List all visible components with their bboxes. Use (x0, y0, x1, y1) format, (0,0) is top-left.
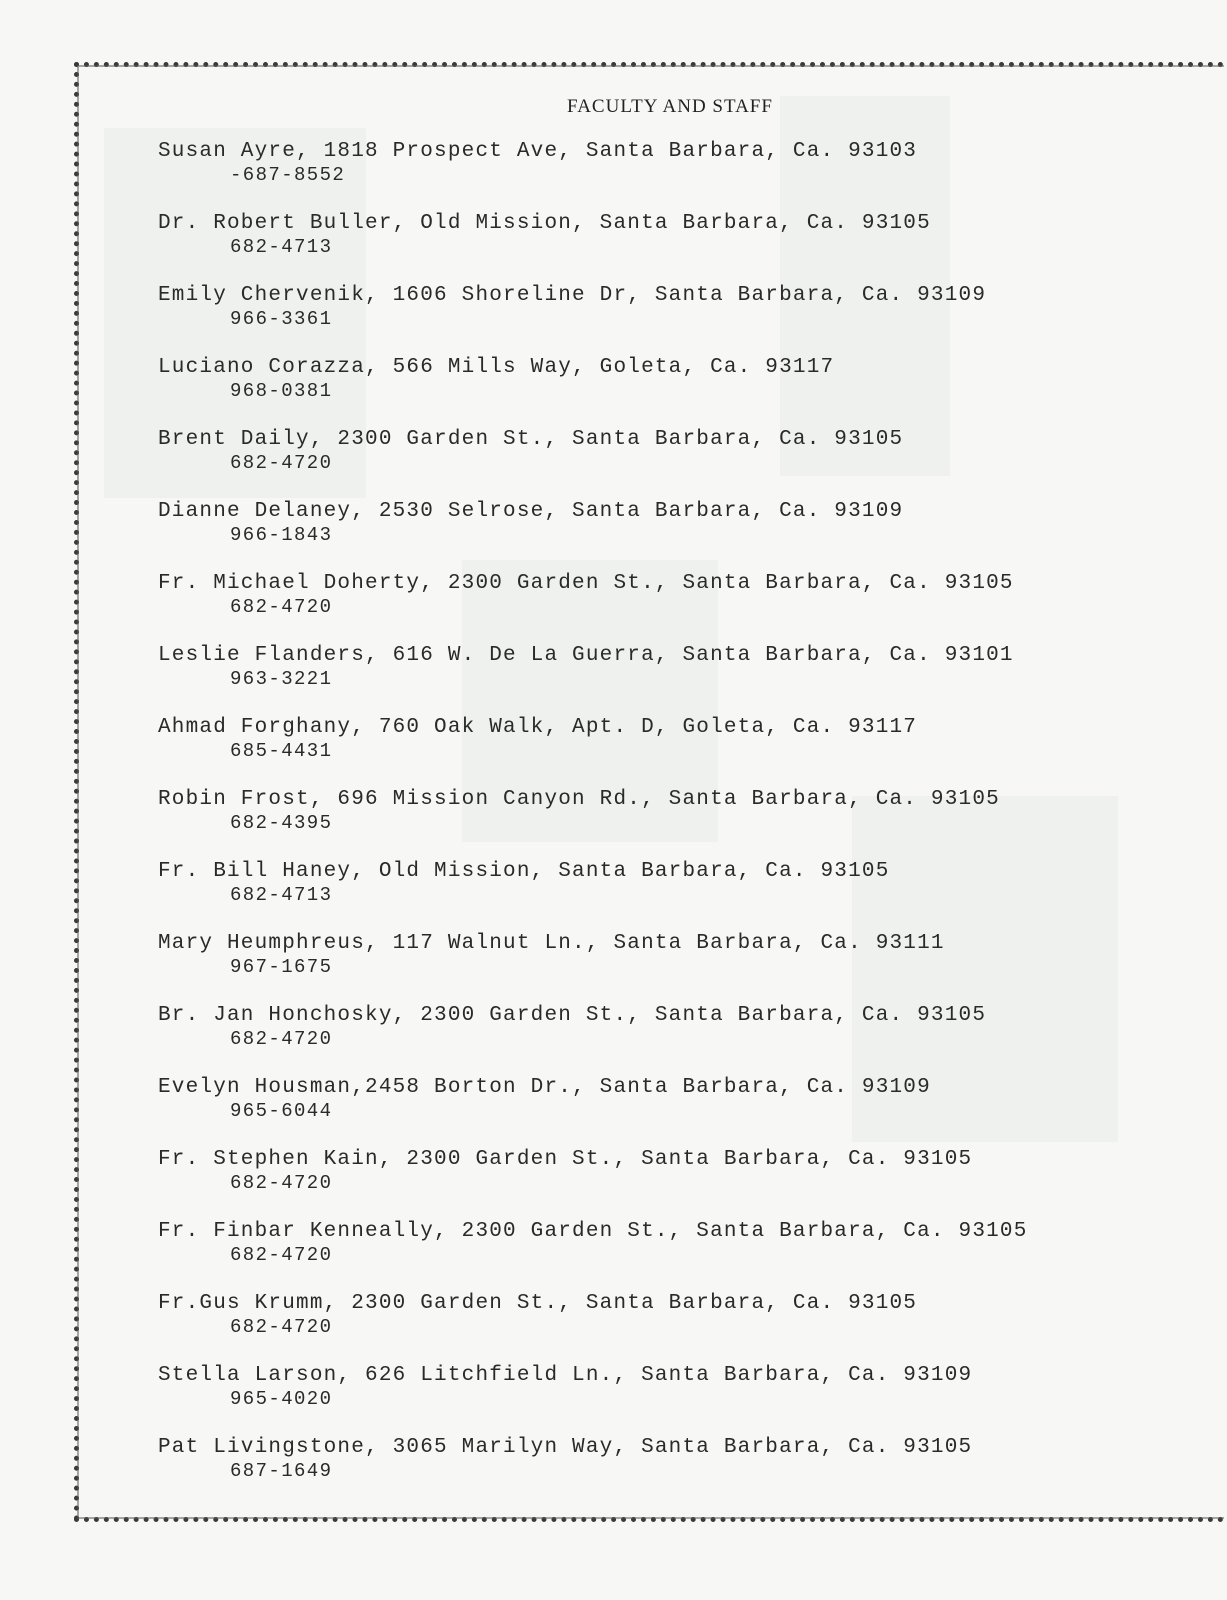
directory-entry (158, 1148, 1198, 1220)
directory-entry (158, 500, 1198, 572)
entry-name-address: Stella Larson, 626 Litchfield Ln., Santa Barbara, Ca. 93109 (158, 1364, 973, 1387)
entry-phone: 965-6044 (230, 1100, 333, 1122)
entry-phone: 682-4713 (230, 884, 333, 906)
entry-name-address: Pat Livingstone, 3065 Marilyn Way, Santa Barbara, Ca. 93105 (158, 1436, 973, 1459)
page-title: FACULTY AND STAFF (567, 96, 773, 117)
entry-name-address: Ahmad Forghany, 760 Oak Walk, Apt. D, Goleta, Ca. 93117 (158, 716, 918, 739)
entry-name-address: Evelyn Housman,2458 Borton Dr., Santa Barbara, Ca. 93109 (158, 1076, 931, 1099)
entry-name-address: Robin Frost, 696 Mission Canyon Rd., Santa Barbara, Ca. 93105 (158, 788, 1000, 811)
entry-name-address: Fr. Finbar Kenneally, 2300 Garden St., Santa Barbara, Ca. 93105 (158, 1220, 1028, 1243)
entry-phone: 682-4720 (230, 1316, 333, 1338)
directory-entry (158, 1364, 1198, 1436)
entry-name-address: Emily Chervenik, 1606 Shoreline Dr, Santa Barbara, Ca. 93109 (158, 284, 987, 307)
directory-entry (158, 644, 1198, 716)
entry-name-address: Mary Heumphreus, 117 Walnut Ln., Santa Barbara, Ca. 93111 (158, 932, 945, 955)
entry-phone: 682-4720 (230, 1244, 333, 1266)
directory-entry (158, 1076, 1198, 1148)
entry-phone: 966-3361 (230, 308, 333, 330)
directory-entry (158, 572, 1198, 644)
directory-entry (158, 212, 1198, 284)
directory-list (158, 140, 1198, 1508)
directory-entry (158, 1436, 1198, 1508)
entry-name-address: Dianne Delaney, 2530 Selrose, Santa Barbara, Ca. 93109 (158, 500, 904, 523)
entry-phone: 967-1675 (230, 956, 333, 978)
directory-entry (158, 1220, 1198, 1292)
directory-entry (158, 140, 1198, 212)
directory-entry (158, 284, 1198, 356)
entry-phone: 682-4720 (230, 596, 333, 618)
entry-name-address: Fr.Gus Krumm, 2300 Garden St., Santa Barbara, Ca. 93105 (158, 1292, 918, 1315)
entry-phone: 682-4720 (230, 452, 333, 474)
entry-phone: 687-1649 (230, 1460, 333, 1482)
entry-phone: 968-0381 (230, 380, 333, 402)
entry-phone: 965-4020 (230, 1388, 333, 1410)
entry-name-address: Fr. Michael Doherty, 2300 Garden St., Santa Barbara, Ca. 93105 (158, 572, 1014, 595)
entry-phone: 966-1843 (230, 524, 333, 546)
directory-entry (158, 716, 1198, 788)
directory-entry (158, 1004, 1198, 1076)
entry-name-address: Leslie Flanders, 616 W. De La Guerra, Santa Barbara, Ca. 93101 (158, 644, 1014, 667)
entry-phone: -687-8552 (230, 164, 346, 186)
entry-name-address: Luciano Corazza, 566 Mills Way, Goleta, Ca. 93117 (158, 356, 835, 379)
entry-name-address: Brent Daily, 2300 Garden St., Santa Barbara, Ca. 93105 (158, 428, 904, 451)
directory-entry (158, 1292, 1198, 1364)
directory-entry (158, 860, 1198, 932)
directory-entry (158, 356, 1198, 428)
directory-entry (158, 788, 1198, 860)
entry-name-address: Susan Ayre, 1818 Prospect Ave, Santa Barbara, Ca. 93103 (158, 140, 918, 163)
entry-phone: 682-4395 (230, 812, 333, 834)
entry-phone: 685-4431 (230, 740, 333, 762)
entry-name-address: Fr. Bill Haney, Old Mission, Santa Barbara, Ca. 93105 (158, 860, 890, 883)
entry-name-address: Br. Jan Honchosky, 2300 Garden St., Santa Barbara, Ca. 93105 (158, 1004, 987, 1027)
entry-name-address: Fr. Stephen Kain, 2300 Garden St., Santa Barbara, Ca. 93105 (158, 1148, 973, 1171)
directory-entry (158, 428, 1198, 500)
directory-entry (158, 932, 1198, 1004)
entry-phone: 682-4720 (230, 1028, 333, 1050)
entry-phone: 963-3221 (230, 668, 333, 690)
entry-phone: 682-4713 (230, 236, 333, 258)
entry-phone: 682-4720 (230, 1172, 333, 1194)
entry-name-address: Dr. Robert Buller, Old Mission, Santa Barbara, Ca. 93105 (158, 212, 931, 235)
